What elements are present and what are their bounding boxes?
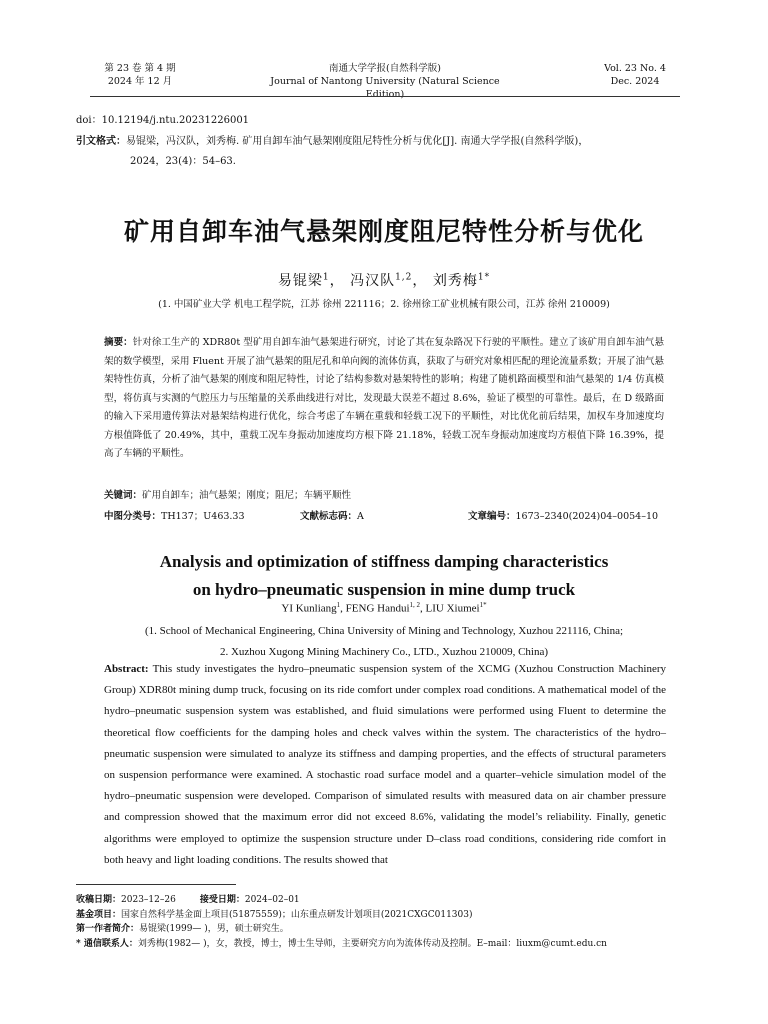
first-author-text: 易锟梁(1999— )，男，硕士研究生。 xyxy=(139,924,289,934)
en-article-title xyxy=(0,548,768,604)
header-center-line2: Journal of Nantong University (Natural Science Edition) xyxy=(270,76,500,100)
cn-abstract-text: 针对徐工生产的 XDR80t 型矿用自卸车油气悬架进行研究，讨论了其在复杂路况下行驶的平顺性。建立了该矿用自卸车油气悬架的数学模型，采用 Fluent 开展了油气悬架的阻尼孔和单向阀的流体仿真，获取了与研究对象相匹配的理论流量系数；开展了油气悬架特性仿真，分析了油气悬架的刚度和阻尼特性，讨论了结构参数对悬架特性的影响；构建了随机路面模型和油气悬架的 1/4 仿真模型，将仿真与实测的气腔压力与压缩量的关系曲线进行对比，发现最大误差不超过 8.6%，验证了模型的可靠性。最后，在 D 级路面的输入下采用遗传算法对悬架结构进行优化，综合考虑了车辆在重载和轻载工况下的平顺性，对比优化前后结果，加权车身加速度均方根值降低了 20.49%，其中，重载工况车身振动加速度均方根下降 21.18%，轻载工况车身振动加速度均方根值下降 16.39%，提高了车辆的平顺性。 xyxy=(104,337,664,459)
cn-author-2-sup: 1,2 xyxy=(395,272,413,283)
cn-author-2: 冯汉队 xyxy=(350,273,396,289)
doccode-value: A xyxy=(357,511,364,522)
en-author-2-sup: 1, 2 xyxy=(409,601,421,609)
cn-abstract xyxy=(104,334,664,464)
clc-number xyxy=(104,510,245,524)
cn-keywords-label: 关键词： xyxy=(104,490,143,501)
header-right-line2: Dec. 2024 xyxy=(610,76,660,87)
cn-author-3: 刘秀梅 xyxy=(432,273,478,289)
en-affiliation xyxy=(0,621,768,663)
citation-line2: 2024，23(4)：54–63. xyxy=(130,156,236,167)
en-abstract-text: This study investigates the hydro–pneumatic suspension system of the XCMG (Xuzhou Construction Machinery Group) XDR80t mining dump truck, focusing on its ride comfort under complex road conditions. A mathematical model of the hydro–pneumatic suspension system was established, and fluid simulations were performed using Fluent to determine the theoretical flow coefficients for the damping holes and check valves within the system. The characteristics of the hydro–pneumatic suspension were simulated to analyze its stiffness and damping properties, and the effects of structural parameters on suspension performance were examined. A stochastic road surface model and a quarter–vehicle simulation model of the hydro–pneumatic suspension were developed. Comparison of simulated results with measured data on air chamber pressure and compression showed that the maximum error did not exceed 8.6%, validating the model’s reliability. Finally, genetic algorithms were employed to optimize the suspension structure under D–class road conditions, considering ride comfort in both heavy and light loading conditions. The results showed that xyxy=(104,663,666,866)
en-affil-line2: 2. Xuzhou Xugong Mining Machinery Co., LTD., Xuzhou 210009, China) xyxy=(219,646,549,658)
cn-abstract-label: 摘要： xyxy=(104,337,133,348)
footnote-dates xyxy=(76,893,696,908)
en-author-1-sup: 1 xyxy=(336,601,341,609)
footnote-rule xyxy=(76,884,236,885)
article-number xyxy=(468,510,658,524)
doi[interactable]: doi：10.12194/j.ntu.20231226001 xyxy=(76,115,250,126)
received-label: 收稿日期： xyxy=(76,895,122,905)
cn-author-3-sup: 1* xyxy=(477,272,491,283)
fund-label: 基金项目： xyxy=(76,909,122,920)
fund-text: 国家自然科学基金面上项目(51875559)；山东重点研发计划项目(2021CXGC011303) xyxy=(121,909,473,920)
en-author-1: YI Kunliang xyxy=(281,602,337,615)
cn-authors: 易锟梁$^1$， 冯汉队$^{1,2}$， 刘秀梅$^{1*}$ xyxy=(277,272,491,289)
en-authors: YI Kunliang$^1$, FENG Handui$^{1, 2}$, LIU Xiumei$^{1*}$ xyxy=(281,601,487,615)
en-abstract xyxy=(104,659,666,871)
cn-article-title: 矿用自卸车油气悬架刚度阻尼特性分析与优化 xyxy=(123,217,644,246)
citation-line1: 易锟梁，冯汉队，刘秀梅. 矿用自卸车油气悬架刚度阻尼特性分析与优化[J]. 南通大学学报(自然科学版)， xyxy=(126,136,589,147)
accepted-label: 接受日期： xyxy=(199,895,245,905)
corresponding-text[interactable]: 刘秀梅(1982— )，女，教授，博士，博士生导师，主要研究方向为流体传动及控制。E–mail：liuxm@cumt.edu.cn xyxy=(137,938,607,949)
cn-keywords xyxy=(104,489,664,503)
header-center-line1: 南通大学学报(自然科学版) xyxy=(329,63,441,74)
clc-label: 中图分类号： xyxy=(104,511,162,522)
footnote-corresponding xyxy=(76,937,696,952)
doccode-label: 文献标志码： xyxy=(300,511,358,522)
running-header xyxy=(90,62,680,100)
header-left-line2: 2024 年 12 月 xyxy=(107,76,173,87)
footnotes xyxy=(76,893,696,951)
accepted-date: 2024–02–01 xyxy=(244,895,300,905)
cn-classification-row xyxy=(104,510,669,524)
cn-affiliation: (1. 中国矿业大学 机电工程学院，江苏 徐州 221116；2. 徐州徐工矿业机械有限公司，江苏 徐州 210009) xyxy=(158,299,610,310)
en-affil-line1: (1. School of Mechanical Engineering, China University of Mining and Technology, Xuzhou 221116, China; xyxy=(144,625,624,637)
cn-author-1: 易锟梁 xyxy=(277,273,323,289)
en-title-line1: Analysis and optimization of stiffness damping characteristics xyxy=(159,552,609,571)
en-abstract-label: Abstract: xyxy=(104,663,149,675)
citation-label: 引文格式： xyxy=(76,136,126,147)
corresponding-label: * 通信联系人： xyxy=(76,938,138,949)
citation-format xyxy=(76,132,696,172)
en-title-line2: on hydro–pneumatic suspension in mine dump truck xyxy=(192,580,576,599)
articleno-label: 文章编号： xyxy=(468,511,516,522)
header-volume-issue xyxy=(90,62,190,88)
footnote-fund xyxy=(76,908,696,923)
en-author-3: LIU Xiumei xyxy=(425,602,480,615)
clc-value: TH137；U463.33 xyxy=(161,511,245,522)
header-right-line1: Vol. 23 No. 4 xyxy=(604,63,666,74)
cn-keywords-text: 矿用自卸车；油气悬架；刚度；阻尼；车辆平顺性 xyxy=(142,490,352,501)
articleno-value: 1673–2340(2024)04–0054–10 xyxy=(515,511,659,522)
cn-author-1-sup: 1 xyxy=(322,272,330,283)
header-rule xyxy=(90,96,680,97)
document-code xyxy=(300,510,364,524)
received-date: 2023–12–26 xyxy=(121,895,176,905)
en-author-3-sup: 1* xyxy=(479,601,487,609)
en-author-2: FENG Handui xyxy=(345,602,410,615)
footnote-first-author xyxy=(76,922,696,937)
header-vol-no-en xyxy=(590,62,680,88)
first-author-label: 第一作者简介： xyxy=(76,924,140,934)
header-left-line1: 第 23 卷 第 4 期 xyxy=(104,63,176,74)
